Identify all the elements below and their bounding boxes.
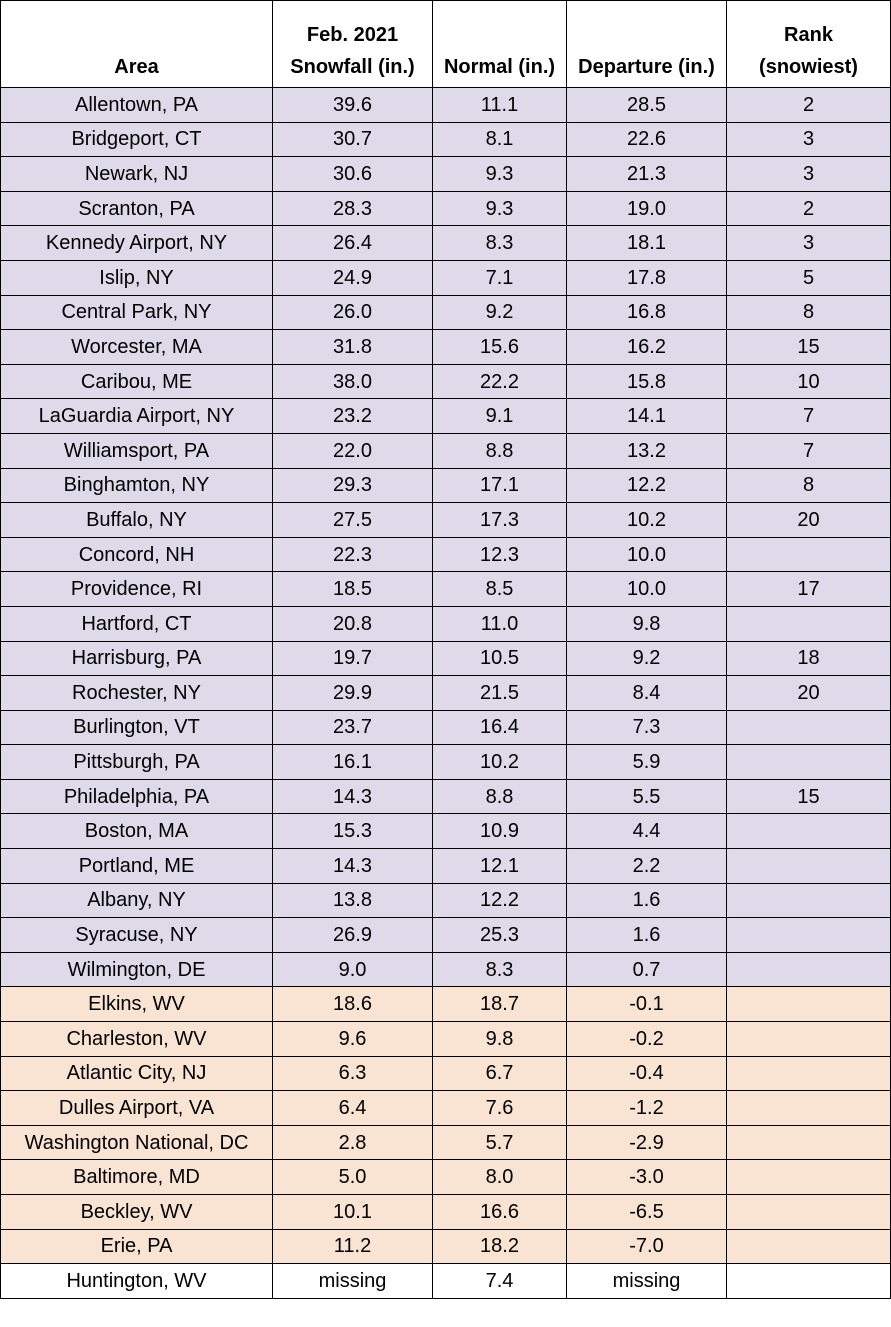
cell-snowfall: 27.5 — [273, 503, 433, 538]
cell-departure: 4.4 — [567, 814, 727, 849]
cell-snowfall: 30.7 — [273, 122, 433, 157]
cell-snowfall: missing — [273, 1264, 433, 1299]
cell-area: Islip, NY — [1, 260, 273, 295]
cell-rank: 3 — [727, 157, 891, 192]
cell-normal: 8.8 — [433, 433, 567, 468]
cell-snowfall: 9.6 — [273, 1022, 433, 1057]
cell-departure: 21.3 — [567, 157, 727, 192]
cell-rank — [727, 849, 891, 884]
cell-departure: -0.2 — [567, 1022, 727, 1057]
table-row — [1, 330, 891, 365]
cell-normal: 8.1 — [433, 122, 567, 157]
cell-departure: -7.0 — [567, 1229, 727, 1264]
cell-area: Hartford, CT — [1, 606, 273, 641]
cell-snowfall: 5.0 — [273, 1160, 433, 1195]
cell-normal: 12.2 — [433, 883, 567, 918]
table-row — [1, 641, 891, 676]
cell-normal: 15.6 — [433, 330, 567, 365]
cell-rank — [727, 918, 891, 953]
cell-snowfall: 18.5 — [273, 572, 433, 607]
cell-snowfall: 6.3 — [273, 1056, 433, 1091]
cell-area: Bridgeport, CT — [1, 122, 273, 157]
cell-snowfall: 14.3 — [273, 849, 433, 884]
cell-area: Caribou, ME — [1, 364, 273, 399]
cell-snowfall: 13.8 — [273, 883, 433, 918]
cell-area: Buffalo, NY — [1, 503, 273, 538]
cell-snowfall: 16.1 — [273, 745, 433, 780]
cell-rank — [727, 1022, 891, 1057]
cell-area: Rochester, NY — [1, 676, 273, 711]
cell-normal: 17.3 — [433, 503, 567, 538]
table-row — [1, 710, 891, 745]
cell-departure: 5.9 — [567, 745, 727, 780]
cell-area: Portland, ME — [1, 849, 273, 884]
cell-area: Scranton, PA — [1, 191, 273, 226]
cell-departure: 7.3 — [567, 710, 727, 745]
cell-normal: 9.3 — [433, 157, 567, 192]
cell-area: Philadelphia, PA — [1, 779, 273, 814]
cell-departure: -0.4 — [567, 1056, 727, 1091]
cell-rank: 8 — [727, 468, 891, 503]
table-row — [1, 1022, 891, 1057]
cell-snowfall: 24.9 — [273, 260, 433, 295]
table-row — [1, 433, 891, 468]
cell-area: Dulles Airport, VA — [1, 1091, 273, 1126]
cell-rank — [727, 1091, 891, 1126]
table-row — [1, 226, 891, 261]
cell-snowfall: 19.7 — [273, 641, 433, 676]
cell-normal: 8.0 — [433, 1160, 567, 1195]
cell-departure: 1.6 — [567, 883, 727, 918]
cell-area: Beckley, WV — [1, 1195, 273, 1230]
cell-snowfall: 10.1 — [273, 1195, 433, 1230]
cell-rank — [727, 883, 891, 918]
cell-normal: 8.3 — [433, 952, 567, 987]
cell-normal: 12.1 — [433, 849, 567, 884]
cell-rank — [727, 1160, 891, 1195]
cell-normal: 9.2 — [433, 295, 567, 330]
cell-departure: 22.6 — [567, 122, 727, 157]
cell-snowfall: 18.6 — [273, 987, 433, 1022]
cell-departure: 9.2 — [567, 641, 727, 676]
table-row — [1, 849, 891, 884]
table-row — [1, 295, 891, 330]
header-departure: Departure (in.) — [567, 1, 727, 88]
cell-snowfall: 22.0 — [273, 433, 433, 468]
table-row — [1, 918, 891, 953]
cell-snowfall: 28.3 — [273, 191, 433, 226]
cell-area: Washington National, DC — [1, 1125, 273, 1160]
cell-departure: 8.4 — [567, 676, 727, 711]
header-normal: Normal (in.) — [433, 1, 567, 88]
cell-rank — [727, 1195, 891, 1230]
cell-area: Atlantic City, NJ — [1, 1056, 273, 1091]
cell-normal: 17.1 — [433, 468, 567, 503]
cell-area: Elkins, WV — [1, 987, 273, 1022]
cell-departure: -0.1 — [567, 987, 727, 1022]
table-row — [1, 572, 891, 607]
cell-snowfall: 20.8 — [273, 606, 433, 641]
cell-normal: 25.3 — [433, 918, 567, 953]
cell-departure: -1.2 — [567, 1091, 727, 1126]
cell-snowfall: 31.8 — [273, 330, 433, 365]
cell-normal: 10.5 — [433, 641, 567, 676]
cell-normal: 12.3 — [433, 537, 567, 572]
table-row — [1, 364, 891, 399]
table-row — [1, 191, 891, 226]
cell-snowfall: 23.7 — [273, 710, 433, 745]
cell-area: Boston, MA — [1, 814, 273, 849]
cell-rank — [727, 952, 891, 987]
cell-rank — [727, 537, 891, 572]
cell-rank — [727, 1229, 891, 1264]
cell-rank: 2 — [727, 191, 891, 226]
cell-departure: 13.2 — [567, 433, 727, 468]
cell-normal: 8.8 — [433, 779, 567, 814]
cell-rank — [727, 745, 891, 780]
cell-area: Harrisburg, PA — [1, 641, 273, 676]
cell-area: Kennedy Airport, NY — [1, 226, 273, 261]
cell-rank: 15 — [727, 330, 891, 365]
cell-area: Pittsburgh, PA — [1, 745, 273, 780]
table-row — [1, 1229, 891, 1264]
cell-area: Huntington, WV — [1, 1264, 273, 1299]
header-area: Area — [1, 1, 273, 88]
cell-snowfall: 15.3 — [273, 814, 433, 849]
cell-area: Providence, RI — [1, 572, 273, 607]
cell-rank: 18 — [727, 641, 891, 676]
cell-departure: 10.0 — [567, 572, 727, 607]
cell-snowfall: 26.9 — [273, 918, 433, 953]
cell-rank: 7 — [727, 433, 891, 468]
cell-normal: 7.6 — [433, 1091, 567, 1126]
table-row — [1, 1264, 891, 1299]
cell-snowfall: 38.0 — [273, 364, 433, 399]
cell-rank — [727, 1125, 891, 1160]
table-row — [1, 1160, 891, 1195]
cell-departure: 18.1 — [567, 226, 727, 261]
cell-snowfall: 26.0 — [273, 295, 433, 330]
cell-snowfall: 23.2 — [273, 399, 433, 434]
table-row — [1, 1091, 891, 1126]
table-row — [1, 1195, 891, 1230]
table-row — [1, 606, 891, 641]
cell-departure: 10.2 — [567, 503, 727, 538]
cell-area: Syracuse, NY — [1, 918, 273, 953]
cell-normal: 6.7 — [433, 1056, 567, 1091]
cell-rank: 8 — [727, 295, 891, 330]
cell-area: Williamsport, PA — [1, 433, 273, 468]
cell-normal: 18.7 — [433, 987, 567, 1022]
cell-departure: -6.5 — [567, 1195, 727, 1230]
table-row — [1, 157, 891, 192]
cell-normal: 16.6 — [433, 1195, 567, 1230]
cell-snowfall: 6.4 — [273, 1091, 433, 1126]
cell-normal: 10.2 — [433, 745, 567, 780]
cell-snowfall: 29.3 — [273, 468, 433, 503]
table-row — [1, 883, 891, 918]
table-row — [1, 260, 891, 295]
cell-departure: 19.0 — [567, 191, 727, 226]
cell-snowfall: 39.6 — [273, 88, 433, 123]
cell-area: Allentown, PA — [1, 88, 273, 123]
cell-snowfall: 29.9 — [273, 676, 433, 711]
cell-rank: 3 — [727, 122, 891, 157]
table-row — [1, 952, 891, 987]
cell-area: Burlington, VT — [1, 710, 273, 745]
cell-normal: 9.1 — [433, 399, 567, 434]
cell-area: Baltimore, MD — [1, 1160, 273, 1195]
cell-snowfall: 26.4 — [273, 226, 433, 261]
cell-departure: 16.8 — [567, 295, 727, 330]
cell-rank — [727, 1264, 891, 1299]
table-row — [1, 1125, 891, 1160]
cell-area: LaGuardia Airport, NY — [1, 399, 273, 434]
cell-departure: missing — [567, 1264, 727, 1299]
cell-normal: 21.5 — [433, 676, 567, 711]
cell-departure: -3.0 — [567, 1160, 727, 1195]
table-row — [1, 1056, 891, 1091]
table-row — [1, 814, 891, 849]
cell-departure: 9.8 — [567, 606, 727, 641]
cell-normal: 11.0 — [433, 606, 567, 641]
cell-area: Erie, PA — [1, 1229, 273, 1264]
table-row — [1, 122, 891, 157]
cell-rank: 2 — [727, 88, 891, 123]
cell-area: Concord, NH — [1, 537, 273, 572]
table-row — [1, 537, 891, 572]
table-row — [1, 468, 891, 503]
cell-departure: -2.9 — [567, 1125, 727, 1160]
table-row — [1, 745, 891, 780]
cell-snowfall: 9.0 — [273, 952, 433, 987]
cell-departure: 0.7 — [567, 952, 727, 987]
cell-area: Charleston, WV — [1, 1022, 273, 1057]
cell-departure: 17.8 — [567, 260, 727, 295]
cell-rank: 7 — [727, 399, 891, 434]
cell-departure: 1.6 — [567, 918, 727, 953]
cell-normal: 7.1 — [433, 260, 567, 295]
cell-departure: 10.0 — [567, 537, 727, 572]
cell-departure: 2.2 — [567, 849, 727, 884]
cell-normal: 22.2 — [433, 364, 567, 399]
cell-area: Worcester, MA — [1, 330, 273, 365]
cell-departure: 12.2 — [567, 468, 727, 503]
cell-normal: 7.4 — [433, 1264, 567, 1299]
table-body — [1, 88, 891, 1299]
cell-snowfall: 11.2 — [273, 1229, 433, 1264]
cell-departure: 15.8 — [567, 364, 727, 399]
header-row — [1, 1, 891, 88]
cell-normal: 8.3 — [433, 226, 567, 261]
table-row — [1, 88, 891, 123]
cell-normal: 5.7 — [433, 1125, 567, 1160]
table-row — [1, 503, 891, 538]
cell-area: Albany, NY — [1, 883, 273, 918]
cell-departure: 14.1 — [567, 399, 727, 434]
cell-snowfall: 22.3 — [273, 537, 433, 572]
table-row — [1, 987, 891, 1022]
cell-rank: 5 — [727, 260, 891, 295]
cell-area: Wilmington, DE — [1, 952, 273, 987]
cell-normal: 9.8 — [433, 1022, 567, 1057]
cell-rank — [727, 710, 891, 745]
cell-rank: 15 — [727, 779, 891, 814]
cell-rank: 17 — [727, 572, 891, 607]
cell-normal: 10.9 — [433, 814, 567, 849]
cell-snowfall: 14.3 — [273, 779, 433, 814]
cell-snowfall: 2.8 — [273, 1125, 433, 1160]
cell-normal: 18.2 — [433, 1229, 567, 1264]
cell-rank: 20 — [727, 503, 891, 538]
table-row — [1, 779, 891, 814]
table-row — [1, 399, 891, 434]
cell-rank: 3 — [727, 226, 891, 261]
cell-rank — [727, 814, 891, 849]
cell-departure: 5.5 — [567, 779, 727, 814]
cell-snowfall: 30.6 — [273, 157, 433, 192]
cell-normal: 16.4 — [433, 710, 567, 745]
header-rank: Rank (snowiest) — [727, 1, 891, 88]
cell-normal: 8.5 — [433, 572, 567, 607]
cell-area: Central Park, NY — [1, 295, 273, 330]
cell-area: Binghamton, NY — [1, 468, 273, 503]
cell-rank: 20 — [727, 676, 891, 711]
table-row — [1, 676, 891, 711]
cell-rank — [727, 987, 891, 1022]
cell-normal: 9.3 — [433, 191, 567, 226]
cell-rank — [727, 1056, 891, 1091]
cell-rank — [727, 606, 891, 641]
cell-rank: 10 — [727, 364, 891, 399]
cell-departure: 28.5 — [567, 88, 727, 123]
cell-normal: 11.1 — [433, 88, 567, 123]
cell-departure: 16.2 — [567, 330, 727, 365]
cell-area: Newark, NJ — [1, 157, 273, 192]
header-snowfall: Feb. 2021 Snowfall (in.) — [273, 1, 433, 88]
